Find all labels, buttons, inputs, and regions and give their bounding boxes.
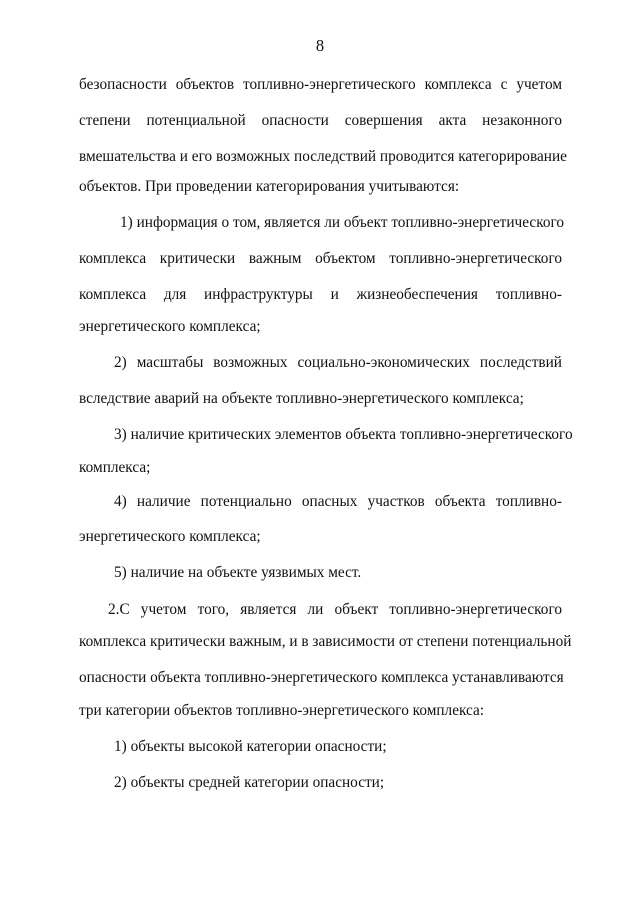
text-line: степени потенциальной опасности совершения акта незаконного	[79, 112, 562, 129]
text-line: безопасности объектов топливно-энергетического комплекса с учетом	[79, 76, 562, 93]
text-line: комплекса для инфраструктуры и жизнеобеспечения топливно-	[79, 286, 562, 303]
text-line: 5) наличие на объекте уязвимых мест.	[114, 564, 362, 581]
text-line: 2) масштабы возможных социально-экономических последствий	[114, 354, 562, 371]
text-line: вмешательства и его возможных последствий проводится категорирование	[79, 148, 567, 165]
text-line: энергетического комплекса;	[79, 528, 261, 545]
text-line: комплекса критически важным, и в зависимости от степени потенциальной	[79, 633, 572, 650]
page-number: 8	[315, 36, 325, 55]
text-line: 3) наличие критических элементов объекта топливно-энергетического	[114, 426, 573, 443]
text-line: комплекса;	[79, 459, 151, 476]
text-line: вследствие аварий на объекте топливно-энергетического комплекса;	[79, 390, 524, 407]
text-line: 2.С учетом того, является ли объект топливно-энергетического	[108, 601, 562, 618]
text-line: 1) информация о том, является ли объект топливно-энергетического	[120, 214, 565, 231]
text-line: комплекса критически важным объектом топливно-энергетического	[79, 250, 562, 267]
text-line: 2) объекты средней категории опасности;	[114, 774, 385, 791]
text-line: 1) объекты высокой категории опасности;	[114, 738, 387, 755]
text-line: энергетического комплекса;	[79, 318, 261, 335]
text-line: опасности объекта топливно-энергетического комплекса устанавливаются	[79, 669, 564, 686]
text-line: три категории объектов топливно-энергетического комплекса:	[79, 702, 485, 719]
text-line: объектов. При проведении категорирования учитываются:	[79, 178, 460, 195]
text-line: 4) наличие потенциально опасных участков объекта топливно-	[114, 493, 562, 510]
